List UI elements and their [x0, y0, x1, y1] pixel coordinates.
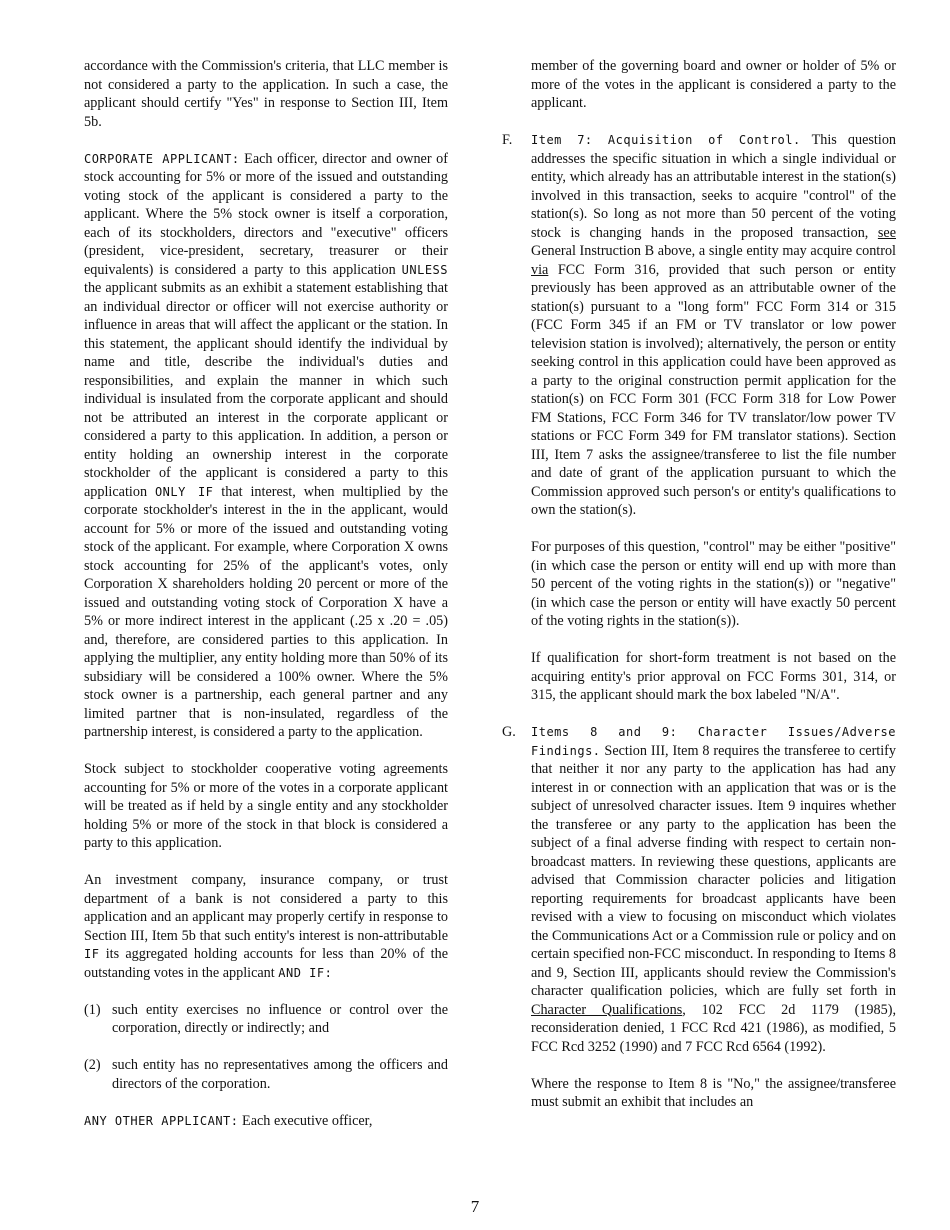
right-column: [502, 57, 896, 1112]
via-reference: via: [531, 261, 549, 278]
corporate-text-3: that interest, when multiplied by the corporate stockholder's interest in the in the applicant, would account for 5% or more of the issued and outstanding voting stock of the applicant. For example, where Corporation X owns stock accounting for 25% of the applicant's votes, only Corporation X shareholders holding 20 percent or more of the issued and outstanding voting stock of Corporation X have a 5% or more indirect interest in the applicant (.25 x .20 = .05) and, therefore, are considered parties to this application. In applying the multiplier, any entity holding more than 50% of its subsidiary will be considered a 100% owner. Where the 5% stock owner is a partnership, each general partner and any limited partner that is non-insulated, regardless of the partnership interest, is considered a party to the application.: [84, 483, 448, 740]
paragraph-item-8-response: Where the response to Item 8 is "No," the assignee/transferee must submit an exhibit that includes an: [531, 1075, 896, 1110]
page-number: 7: [470, 1197, 480, 1216]
list-item-1: [84, 1001, 448, 1038]
section-g-character-issues: [502, 723, 896, 1112]
paragraph-member-continuation: member of the governing board and owner or holder of 5% or more of the votes in the applicant is considered a party to the applicant.: [531, 58, 896, 111]
list-item-text: such entity exercises no influence or control over the corporation, directly or indirectly; and: [112, 1001, 448, 1036]
list-item-text: such entity has no representatives among the officers and directors of the corporation.: [112, 1057, 448, 1092]
items-8-9-title: Items 8 and 9: Character Issues/Adverse Findings.: [531, 725, 896, 758]
list-item-2: [84, 1056, 448, 1093]
paragraph-investment-company: [84, 871, 448, 982]
section-letter: G.: [502, 724, 516, 740]
only-if-keyword: ONLY IF: [154, 484, 214, 499]
paragraph-short-form: If qualification for short-form treatment is not based on the acquiring entity's prior approval on FCC Forms 301, 314, or 315, the applicant should mark the box labeled "N/A".: [531, 650, 896, 703]
items-8-9-text-1: Section III, Item 8 requires the transferee to certify that neither it nor any party to the application has had any interest in or connection with an application that was or is the subject of unresolved character issues. Item 9 inquires whether the transferee or any party to the application has been the subject of a final adverse finding with respect to certain non-broadcast matters. In reviewing these questions, applicants are advised that Commission character policies and litigation reporting requirements for broadcast applicants have been revised with a view to focusing on misconduct which violates the Communications Act or a Commission rule or policy and on certain specified non-FCC misconduct. In responding to Items 8 and 9, Section III, applicants should review the Commission's character qualification policies, which are fully set forth in: [531, 742, 896, 999]
item-7-text-1: This question addresses the specific situation in which a single individual or entity, which already has an attributable interest in the station(s) involved in this transaction, seeks to acquire "control" of the station(s). So long as not more than 50 percent of the voting stock is changing hands in the proposed transaction,: [531, 132, 897, 241]
paragraph-control-definition: For purposes of this question, "control" may be either "positive" (in which case the person or entity will end up with more than 50 percent of the voting rights in the station(s)) or "negative" (in which case the person or entity will have exactly 50 percent of the voting rights in the station(s)).: [531, 539, 896, 629]
items-8-9-text-2: , 102 FCC 2d 1179 (1985), reconsideration denied, 1 FCC Rcd 421 (1986), as modified, 5 FCC Rcd 3252 (1990) and 7 FCC Rcd 6564 (1992).: [531, 1001, 896, 1055]
see-reference: see: [877, 224, 896, 241]
item-7-text-3: FCC Form 316, provided that such person or entity previously has been approved as an attributable owner of the station(s) pursuant to a "long form" FCC Form 314 or 315 (FCC Form 345 if an FM or TV translator or low power television station is involved); alternatively, the person or entity seeking control in this application could have been approved as a party to the original construction permit application for the station(s) on FCC Form 301 (FCC Form 318 for Low Power FM Stations, FCC Form 346 for TV translator/low power TV stations or FCC Form 349 for FM translator stations). Section III, Item 7 asks the assignee/transferee to list the file number and date of grant of the application pursuant to which the Commission approved such person's or entity's qualifications to own the station(s).: [531, 261, 896, 518]
item-7-text-2: General Instruction B above, a single entity may acquire control: [531, 243, 896, 259]
if-keyword: IF: [84, 947, 100, 961]
list-item-number: (2): [84, 1057, 101, 1073]
unless-keyword: UNLESS: [401, 262, 448, 277]
paragraph-any-other-applicant: [84, 1112, 448, 1131]
corporate-text-2: the applicant submits as an exhibit a statement establishing that an individual director or officer will not exercise authority or influence in areas that will affect the applicant or the station. In this statement, the applicant should identify the individual by name and title, describe the individual's duties and responsibilities, and explain the manner in which such individual is insulated from the corporate applicant and should not be attributed an interest in the corporate applicant or considered a party to this application. In addition, a person or entity holding an ownership interest in the corporate stockholder of the applicant is considered a party to this application: [84, 280, 448, 500]
paragraph-items-8-9: [531, 723, 896, 1056]
paragraph-corporate-applicant: [84, 150, 448, 742]
paragraph-voting-agreements: Stock subject to stockholder cooperative voting agreements accounting for 5% or more of the votes in a corporate applicant will be treated as if held by a single entity and any stockholder holding 5% or more of the stock in that block is considered a party to this application.: [84, 761, 448, 851]
section-f-acquisition-of-control: [502, 131, 896, 705]
investment-text-1: An investment company, insurance company, or trust department of a bank is not considered a party to this application and an applicant may properly certify in response to Section III, Item 5b that such entity's interest is non-attributable: [84, 872, 448, 944]
character-qualifications-reference: Character Qualifications: [531, 1001, 683, 1018]
section-letter: F.: [502, 132, 513, 148]
left-column: [84, 57, 448, 1130]
corporate-applicant-heading: CORPORATE APPLICANT:: [84, 151, 240, 166]
any-other-applicant-heading: ANY OTHER APPLICANT:: [84, 1113, 239, 1128]
paragraph-llc-continuation: accordance with the Commission's criteria, that LLC member is not considered a party to the application. In such a case, the applicant should certify "Yes" in response to Section III, Item 5b.: [84, 58, 448, 130]
item-7-title: Item 7: Acquisition of Control.: [531, 133, 801, 147]
paragraph-item-7: [531, 131, 896, 520]
any-other-text: Each executive officer,: [238, 1112, 373, 1129]
list-item-number: (1): [84, 1001, 101, 1018]
and-if-keyword: AND IF:: [278, 965, 333, 980]
corporate-text-1: Each officer, director and owner of stock accounting for 5% or more of the issued and outstanding voting stock of the applicant is considered a party to the applicant. Where the 5% stock owner is itself a corporation, each of its stockholders, directors and "executive" officers (president, vice-president, secretary, treasurer or their equivalents) is considered a party to this application: [84, 150, 448, 278]
investment-text-2: its aggregated holding accounts for less than 20% of the outstanding votes in the applicant: [84, 946, 448, 981]
